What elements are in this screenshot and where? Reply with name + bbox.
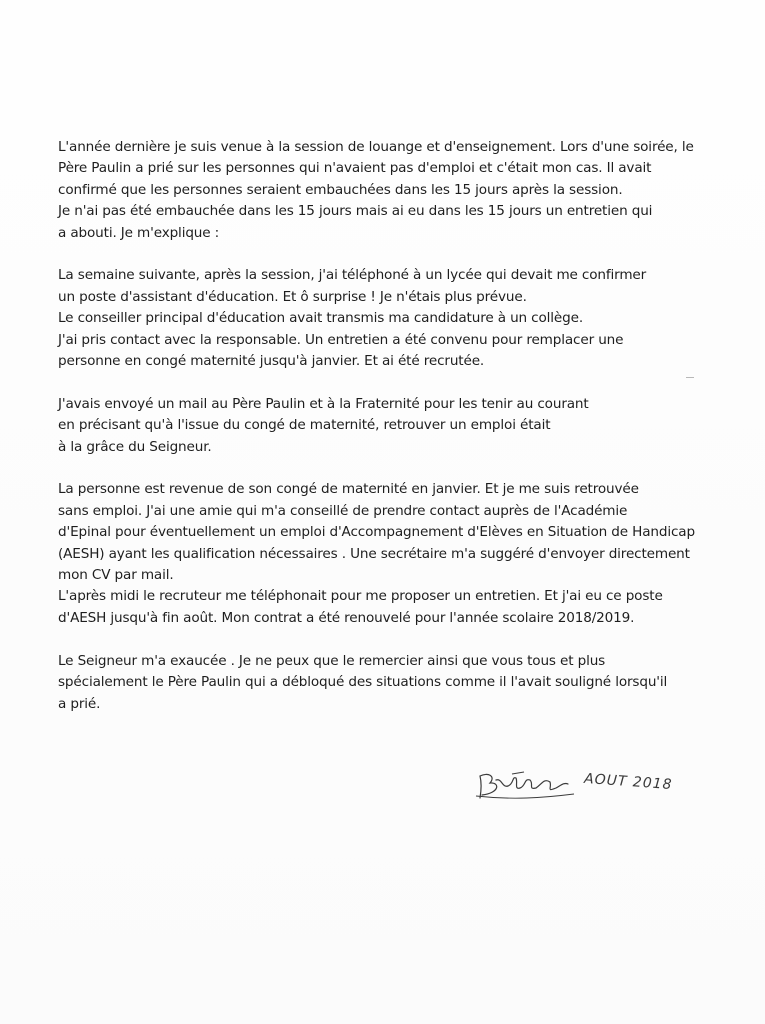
text-line: La personne est revenue de son congé de maternité en janvier. Et je me suis retrouvée [58,481,639,498]
text-line: L'année dernière je suis venue à la session de louange et d'enseignement. Lors d'une soirée, le [58,139,694,155]
text-line: d'AESH jusqu'à fin août. Mon contrat a été renouvelé pour l'année scolaire 2018/2019. [58,609,635,626]
text-line: personne en congé maternité jusqu'à janvier. Et ai été recrutée. [58,353,485,370]
text-line: Le conseiller principal d'éducation avait transmis ma candidature à un collège. [58,310,584,327]
text-line: à la grâce du Seigneur. [58,438,212,455]
paragraph-gap [58,244,748,265]
text-line: a abouti. Je m'explique : [58,224,220,241]
letter-body [58,137,748,715]
text-line: (AESH) ayant les qualification nécessaires . Une secrétaire m'a suggéré d'envoyer directement [58,545,690,562]
signature-date: AOUT 2018 [583,770,673,794]
text-line: J'avais envoyé un mail au Père Paulin et à la Fraternité pour les tenir au courant [58,395,589,412]
paragraph-gap [58,372,748,393]
text-line: J'ai pris contact avec la responsable. Un entretien a été convenu pour remplacer une [58,331,624,348]
paragraph-2 [58,265,748,372]
text-line: spécialement le Père Paulin qui a débloqué des situations comme il l'avait souligné lorsqu'il [58,674,668,691]
text-line: L'après midi le recruteur me téléphonait pour me proposer un entretien. Et j'ai eu ce poste [58,588,663,605]
paragraph-gap [58,629,748,650]
text-line: sans emploi. J'ai une amie qui m'a conseillé de prendre contact auprès de l'Académie [58,502,628,519]
text-line: Le Seigneur m'a exaucée . Je ne peux que le remercier ainsi que vous tous et plus [58,652,606,669]
paragraph-5 [58,651,748,715]
text-line: a prié. [58,695,101,712]
text-line: en précisant qu'à l'issue du congé de maternité, retrouver un emploi était [58,417,551,434]
paragraph-gap [58,458,748,479]
text-line: mon CV par mail. [58,567,174,584]
text-line: Père Paulin a prié sur les personnes qui n'avaient pas d'emploi et c'était mon cas. Il avait [58,160,652,177]
text-line: d'Epinal pour éventuellement un emploi d'Accompagnement d'Elèves en Situation de Handicap [58,524,695,541]
text-line: Je n'ai pas été embauchée dans les 15 jours mais ai eu dans les 15 jours un entretien qui [58,203,653,220]
text-line: confirmé que les personnes seraient embauchées dans les 15 jours après la session. [58,181,623,198]
paragraph-3 [58,394,748,458]
text-line: un poste d'assistant d'éducation. Et ô surprise ! Je n'étais plus prévue. [58,288,527,305]
paragraph-1 [58,137,748,244]
text-line: La semaine suivante, après la session, j'ai téléphoné à un lycée qui devait me confirmer [58,267,647,284]
paragraph-4 [58,479,748,629]
